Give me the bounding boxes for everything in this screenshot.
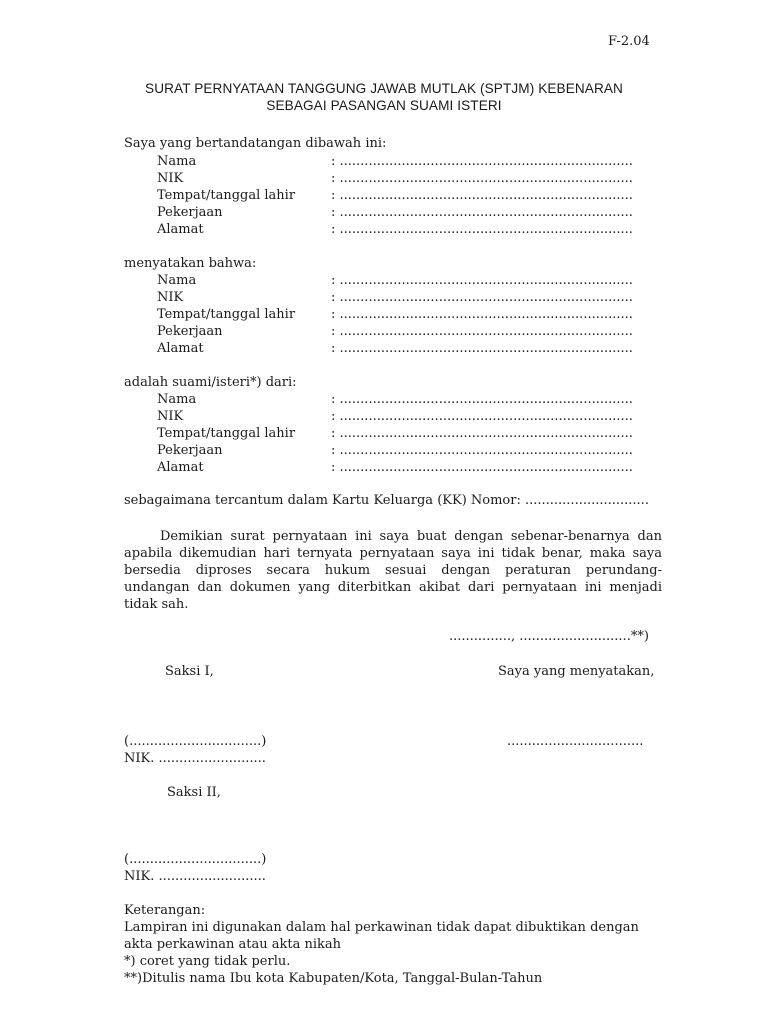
field-label: Alamat <box>157 341 204 356</box>
title-line-2: SEBAGAI PASANGAN SUAMI ISTERI <box>266 98 502 113</box>
witness1-signature-line: (................................) <box>124 734 267 749</box>
field-dots: : ....................................................................... <box>331 409 633 424</box>
field-label: Pekerjaan <box>157 443 223 458</box>
kk-number-line: sebagaimana tercantum dalam Kartu Keluarga (KK) Nomor: .............................. <box>124 493 649 508</box>
field-label: Alamat <box>157 222 204 237</box>
field-dots: : ....................................................................... <box>331 188 633 203</box>
field-dots: : ....................................................................... <box>331 154 633 169</box>
field-label: Pekerjaan <box>157 205 223 220</box>
form-code: F-2.04 <box>608 34 650 49</box>
field-label: Nama <box>157 273 197 288</box>
field-label: NIK <box>157 409 184 424</box>
statement-line: Demikian surat pernyataan ini saya buat dengan sebenar-benarnya dan <box>160 529 662 544</box>
witness2-label: Saksi II, <box>167 785 221 800</box>
field-dots: : ....................................................................... <box>331 273 633 288</box>
field-dots: : ....................................................................... <box>331 392 633 407</box>
statement-line: apabila dikemudian hari ternyata pernyataan saya ini tidak benar, maka saya <box>124 546 662 561</box>
declarant-label: Saya yang menyatakan, <box>498 664 655 679</box>
statement-line: tidak sah. <box>124 597 189 612</box>
field-label: Tempat/tanggal lahir <box>157 426 296 441</box>
document-title <box>0 80 768 114</box>
field-dots: : ....................................................................... <box>331 205 633 220</box>
notes-line: *) coret yang tidak perlu. <box>124 954 291 969</box>
field-label: Nama <box>157 392 197 407</box>
field-label: Tempat/tanggal lahir <box>157 307 296 322</box>
statement-line: bersedia diproses secara hukum sesuai dengan peraturan perundang- <box>124 563 662 578</box>
witness2-signature-line: (................................) <box>124 852 267 867</box>
field-label: Nama <box>157 154 197 169</box>
witness2-nik: NIK. .......................... <box>124 869 266 884</box>
field-dots: : ....................................................................... <box>331 426 633 441</box>
statement-paragraph <box>124 528 662 613</box>
notes-line: **)Ditulis nama Ibu kota Kabupaten/Kota, Tanggal-Bulan-Tahun <box>124 971 543 986</box>
witness1-label: Saksi I, <box>165 664 214 679</box>
field-label: NIK <box>157 171 184 186</box>
field-label: NIK <box>157 290 184 305</box>
declarant-signature-line: ................................. <box>507 734 644 749</box>
section1-intro: Saya yang bertandatangan dibawah ini: <box>124 136 387 151</box>
field-dots: : ....................................................................... <box>331 222 633 237</box>
field-dots: : ....................................................................... <box>331 324 633 339</box>
notes-heading: Keterangan: <box>124 903 206 918</box>
field-dots: : ....................................................................... <box>331 290 633 305</box>
field-label: Pekerjaan <box>157 324 223 339</box>
notes-line: akta perkawinan atau akta nikah <box>124 937 342 952</box>
title-line-1: SURAT PERNYATAAN TANGGUNG JAWAB MUTLAK (SPTJM) KEBENARAN <box>145 81 623 96</box>
field-dots: : ....................................................................... <box>331 307 633 322</box>
statement-line: undangan dan dokumen yang diterbitkan akibat dari pernyataan ini menjadi <box>124 580 662 595</box>
section3-intro: adalah suami/isteri*) dari: <box>124 375 297 390</box>
field-dots: : ....................................................................... <box>331 443 633 458</box>
field-dots: : ....................................................................... <box>331 341 633 356</box>
notes-line: Lampiran ini digunakan dalam hal perkawinan tidak dapat dibuktikan dengan <box>124 920 639 935</box>
section2-intro: menyatakan bahwa: <box>124 256 257 271</box>
witness1-nik: NIK. .......................... <box>124 751 266 766</box>
field-dots: : ....................................................................... <box>331 171 633 186</box>
field-label: Alamat <box>157 460 204 475</box>
field-dots: : ....................................................................... <box>331 460 633 475</box>
place-date-line: ..............., ...........................**) <box>449 629 649 644</box>
field-label: Tempat/tanggal lahir <box>157 188 296 203</box>
